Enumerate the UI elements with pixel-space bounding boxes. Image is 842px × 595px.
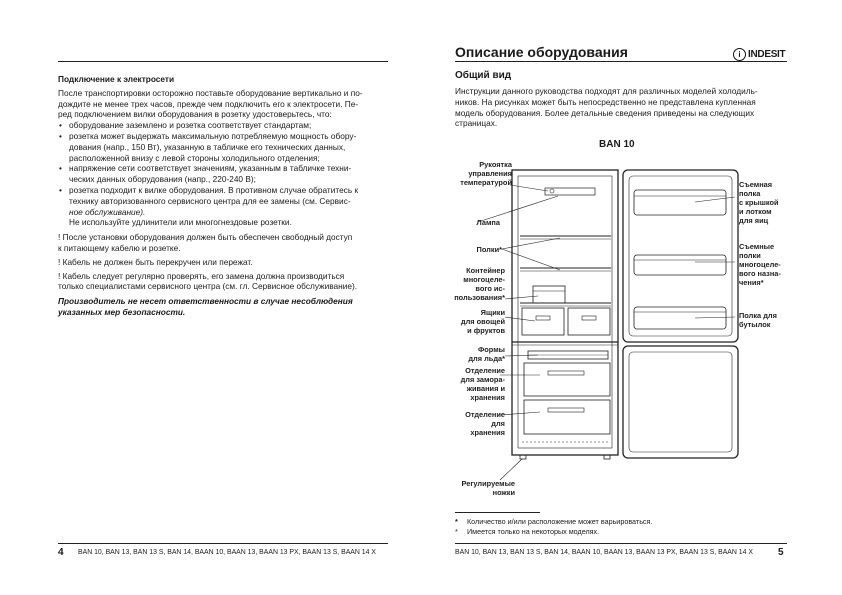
right-footer: BAN 10, BAN 13, BAN 13 S, BAN 14, BAAN 10, BAAN 13, BAAN 13 PX, BAAN 13 S, BAAN 14 X — [455, 549, 753, 556]
footnote-text: Имеется только на некоторых моделях. — [467, 527, 600, 536]
brand-name: INDESIT — [748, 48, 786, 60]
bullet-line: ное обслуживание). — [69, 206, 146, 217]
leader-line — [500, 412, 540, 415]
intro-line: Инструкции данного руководства подходят для различных моделей холодиль- — [455, 86, 758, 96]
leader-line — [510, 185, 548, 191]
left-page-number: 4 — [58, 547, 64, 558]
right-top-rule — [455, 61, 787, 62]
bullet-item — [58, 185, 388, 228]
right-page-number: 5 — [778, 547, 784, 558]
bottle-shelf — [634, 307, 726, 329]
bullet-icon: • — [59, 120, 62, 131]
bullet-icon: • — [59, 163, 62, 174]
label-storage-compartment: Отделение для хранения — [465, 410, 505, 437]
leader-line — [695, 197, 735, 202]
intro-line: ников. На рисунках может быть непосредственно не представлена купленная — [455, 96, 756, 107]
label-crisper-drawers: Ящики для овощей и фруктов — [460, 308, 505, 335]
label-freezer-compartment: Отделение для замора- живания и хранения — [460, 366, 505, 402]
label-door-shelves: Съемные полки многоцеле- вого назна- чения* — [739, 242, 781, 287]
note-line: ! После установки оборудования должен быть обеспечен свободный доступ — [58, 232, 353, 243]
crisper-drawer-left — [522, 308, 564, 335]
warning-line: Производитель не несет ответственности в случае несоблюдения — [58, 296, 353, 307]
bullet-item — [58, 120, 388, 131]
freezer-door-inner — [629, 352, 732, 452]
note-line: ! Кабель не должен быть перекручен или пережат. — [58, 256, 253, 267]
bullet-line: дования (напр., 150 Вт), указанную в табличке его технических данных, — [69, 141, 346, 152]
crisper-handle — [536, 316, 550, 320]
knob-dot — [550, 189, 554, 193]
bullet-line: розетка подходит к вилке оборудования. В противном случае обратитесь к — [69, 184, 359, 195]
bullet-line: расположенной внизу с левой стороны холодильного отделения; — [69, 152, 320, 163]
left-footer: BAN 10, BAN 13, BAN 13 S, BAN 14, BAAN 10, BAAN 13, BAAN 13 PX, BAAN 13 S, BAAN 14 X — [78, 549, 376, 556]
label-temperature-knob: Рукоятка управления температурой — [460, 160, 512, 187]
bullet-item — [58, 131, 388, 163]
section-heading: Подключение к электросети — [58, 74, 175, 84]
leader-line — [500, 459, 522, 480]
label-shelves: Полки* — [476, 245, 502, 254]
bullet-line: Не используйте удлинители или многогнездовые розетки. — [69, 217, 292, 228]
brand-logo — [733, 47, 785, 61]
freezer-drawer-handle — [548, 371, 584, 375]
left-footer-rule — [58, 543, 388, 544]
door-shelf — [634, 255, 726, 275]
left-top-rule — [58, 61, 388, 62]
note-line: только специалистами сервисного центра (см. гл. Сервисное обслуживание). — [58, 281, 358, 292]
footnote — [455, 517, 652, 537]
label-bottle-shelf: Полка для бутылок — [739, 311, 777, 329]
crisper-drawer-right — [568, 308, 610, 335]
label-adjustable-feet: Регулируемые ножки — [461, 479, 515, 497]
bullet-line: оборудование заземлено и розетка соответствует стандартам; — [69, 120, 312, 131]
bullet-icon: • — [59, 130, 62, 141]
intro-line: модель оборудования. Более детальные сведения приведены на следующих — [455, 107, 755, 118]
multipurpose-container — [533, 286, 565, 303]
left-page-body — [58, 74, 388, 318]
leader-line — [505, 355, 538, 356]
intro-line: дождите не менее трех часов, прежде чем подключить его к электросети. Пе- — [58, 98, 359, 109]
bullet-icon: • — [59, 184, 62, 195]
freezer-drawer — [524, 363, 610, 396]
label-lamp: Лампа — [476, 218, 500, 227]
page-title: Описание оборудования — [455, 44, 628, 60]
cabinet-inner — [518, 176, 612, 448]
footnote-mark: * — [455, 517, 458, 526]
leader-line — [505, 317, 535, 321]
footnote-mark: * — [455, 527, 458, 536]
subheading: Общий вид — [455, 70, 512, 81]
note-line: ! Кабель следует регулярно проверять, его замена должна производиться — [58, 270, 345, 281]
bullet-list — [58, 120, 388, 228]
egg-shelf — [634, 190, 726, 215]
crisper-handle — [582, 316, 596, 320]
label-egg-shelf: Съемная полка с крышкой и лотком для яиц — [739, 180, 779, 225]
bullet-item — [58, 163, 388, 185]
warning-line: указанных мер безопасности. — [58, 306, 186, 317]
intro-line: После транспортировки осторожно поставьте оборудование вертикально и по- — [58, 87, 363, 98]
footnote-rule — [455, 512, 540, 513]
label-multipurpose-container: Контейнер многоцеле- вого ис- пользования* — [454, 266, 505, 302]
intro-line: страницах. — [455, 118, 498, 129]
storage-drawer-handle — [548, 408, 584, 412]
bullet-line: технику авторизованного сервисного центра для ее замены (см. Сервис- — [69, 195, 351, 206]
brand-mark-icon: i — [733, 48, 746, 61]
bullet-line: розетка может выдержать максимальную потребляемую мощность обору- — [69, 130, 357, 141]
note-line: к питающему кабелю и розетке. — [58, 242, 181, 253]
bullet-line: напряжение сети соответствует значениям, указанным в табличке техни- — [69, 163, 352, 174]
footnote-text: Количество и/или расположение может варьироваться. — [467, 517, 653, 526]
right-intro — [455, 86, 787, 129]
label-ice-trays: Формы для льда* — [468, 345, 505, 363]
model-label: BAN 10 — [599, 139, 635, 150]
intro-line: ред подключением вилки оборудования в розетку удостоверьтесь, что: — [58, 109, 332, 120]
storage-drawer — [524, 400, 610, 434]
bullet-line: ческих данных оборудования (напр., 220-240 В); — [69, 174, 256, 185]
leader-line — [695, 317, 735, 318]
leader-line — [502, 249, 560, 270]
leader-line — [502, 238, 560, 249]
right-footer-rule — [455, 543, 787, 544]
freezer-door — [623, 346, 738, 458]
